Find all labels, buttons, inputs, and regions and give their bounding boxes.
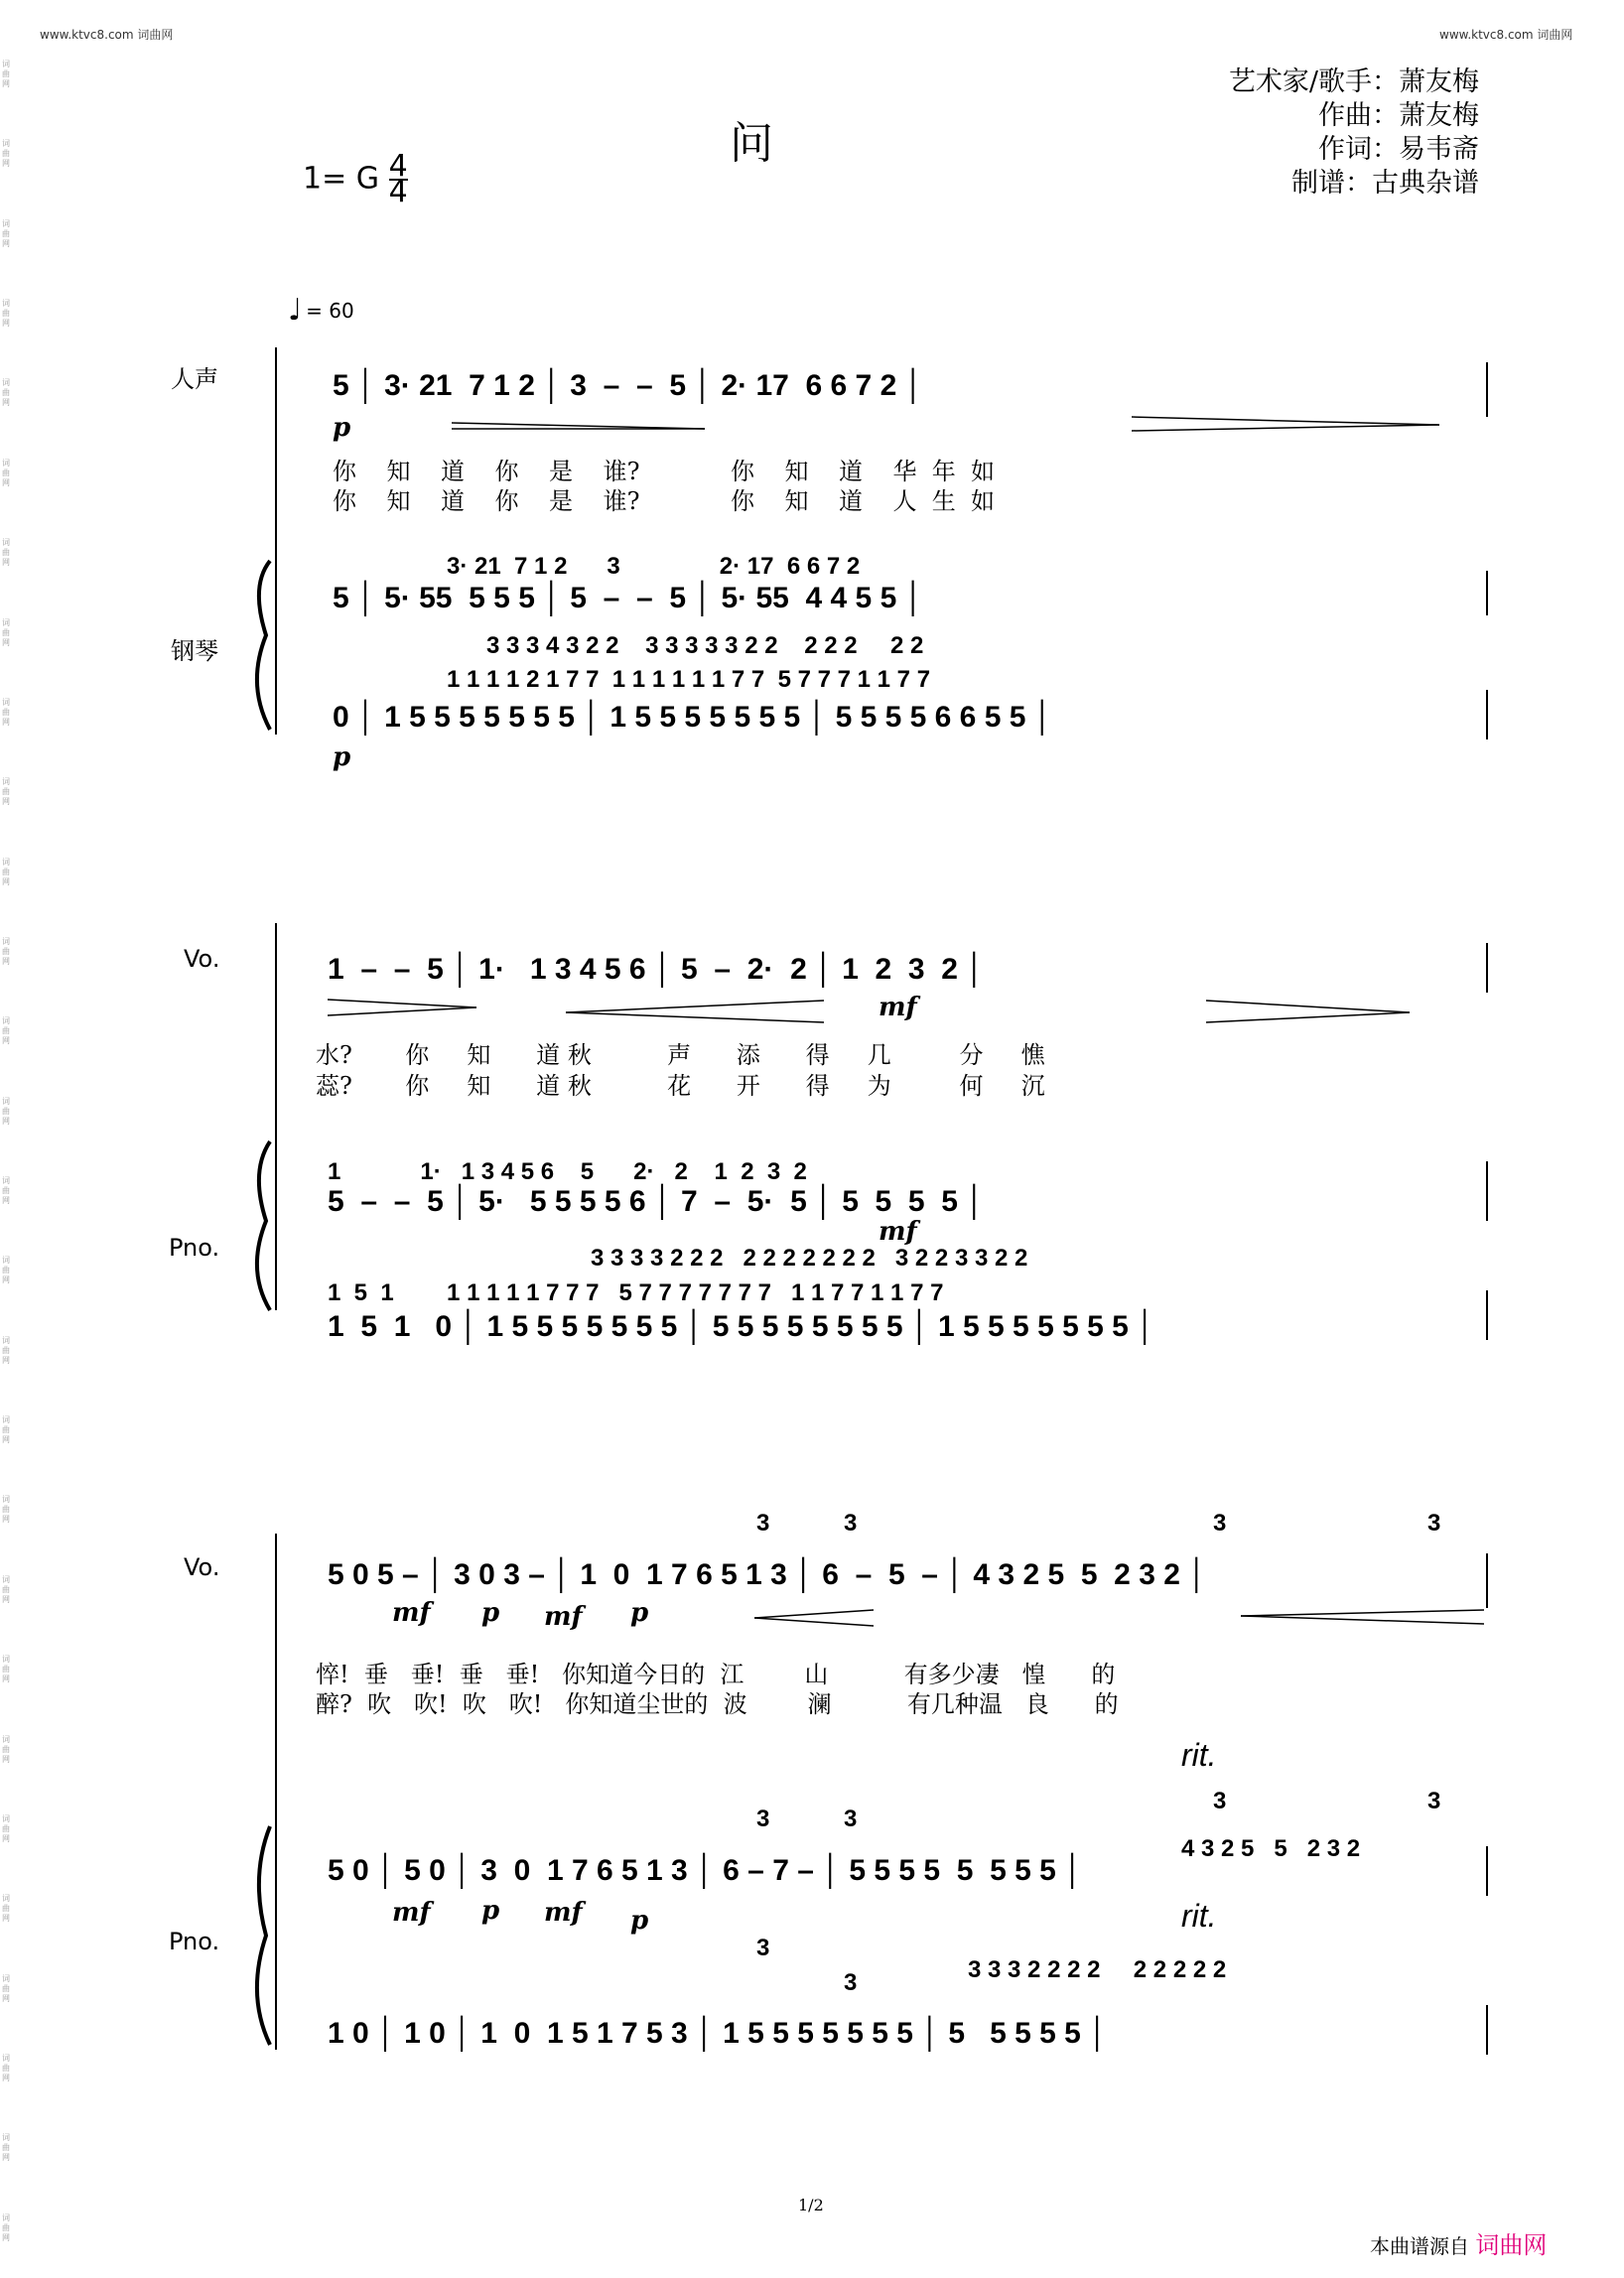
instrument-piano-short: Pno. — [169, 1234, 220, 1262]
quarter-note-icon: ♩ — [288, 293, 303, 328]
system2-lyric-verse1: 水? 你 知 道 秋 声 添 得 几 分 憔 — [316, 1041, 1045, 1069]
system1-piano-right-upper: 3· 21 7 1 2 3 2· 17 6 6 7 2 — [447, 553, 861, 580]
header-url-left: www.ktvc8.com 词曲网 — [40, 28, 174, 42]
triplet-mark: 3 — [756, 1806, 770, 1832]
side-watermark-text: 词曲网 — [2, 936, 10, 966]
triplet-mark: 3 — [844, 1969, 858, 1996]
side-watermark-text: 词曲网 — [2, 1495, 10, 1525]
side-watermark-text: 词曲网 — [2, 2053, 10, 2082]
ritardando-mark: rit. — [1181, 1737, 1217, 1773]
side-watermark-text: 词曲网 — [2, 1734, 10, 1764]
side-watermark-text: 词曲网 — [2, 1813, 10, 1843]
side-watermark-text: 词曲网 — [2, 1415, 10, 1445]
system3-dynamic-p-2: p — [630, 1598, 649, 1628]
side-watermark-text: 词曲网 — [2, 2212, 10, 2242]
triplet-mark: 3 — [1427, 1788, 1441, 1814]
system3-vocal-line: 5 0 5 – │ 3 0 3 – │ 1 0 1 7 6 5 1 3 │ 6 – 5 – │ 4 3 2 5 5 2 3 2 │ — [328, 1558, 1207, 1591]
system1-piano-left-upper: 3 3 3 4 3 2 2 3 3 3 3 3 2 2 2 2 2 2 2 — [486, 632, 924, 659]
side-watermark-text: 词曲网 — [2, 1096, 10, 1126]
system2-piano-right-upper: 1 1· 1 3 4 5 6 5 2· 2 1 2 3 2 — [328, 1158, 807, 1185]
side-watermark-text: 词曲网 — [2, 1335, 10, 1365]
triplet-mark: 3 — [1427, 1510, 1441, 1537]
instrument-voice-label: 人声 — [171, 365, 218, 393]
system2-piano-left-middle: 1 5 1 1 1 1 1 1 7 7 7 5 7 7 7 7 7 7 7 1 1 7 7 1 1 7 7 — [328, 1279, 944, 1306]
time-top: 4 — [388, 149, 408, 184]
triplet-mark: 3 — [1213, 1788, 1227, 1814]
system1-piano-dynamic: p — [333, 742, 351, 772]
system2-piano-dynamic: mf — [879, 1217, 917, 1247]
side-watermark-text: 词曲网 — [2, 1973, 10, 2003]
side-watermark-text: 词曲网 — [2, 538, 10, 568]
side-watermark-text: 词曲网 — [2, 857, 10, 886]
system3-dynamic-p-1: p — [481, 1598, 500, 1628]
song-title: 问 — [730, 118, 773, 169]
triplet-mark: 3 — [844, 1806, 858, 1832]
system3-dynamic-mf-2: mf — [544, 1602, 583, 1632]
system3-dynamic-mf-1: mf — [392, 1598, 431, 1628]
source-brand-link[interactable]: 词曲网 — [1475, 2231, 1548, 2259]
ritardando-mark-piano: rit. — [1181, 1898, 1217, 1934]
tempo-value: = 60 — [306, 299, 354, 323]
system3-piano-left: 1 0 │ 1 0 │ 1 0 1 5 1 7 5 3 │ 1 5 5 5 5 5 5 5 │ 5 5 5 5 5 │ — [328, 2017, 1108, 2050]
side-watermark-text: 词曲网 — [2, 458, 10, 487]
side-watermark-text: 词曲网 — [2, 1016, 10, 1046]
source-credit — [1370, 2225, 1547, 2260]
system3-piano-dynamic-mf-1: mf — [392, 1898, 431, 1928]
side-watermark-text: 词曲网 — [2, 139, 10, 169]
system2-piano-left: 1 5 1 0 │ 1 5 5 5 5 5 5 5 │ 5 5 5 5 5 5 5 5 │ 1 5 5 5 5 5 5 5 │ — [328, 1310, 1155, 1343]
system1-lyric-verse2: 你 知 道 你 是 谁? 你 知 道 人 生 如 — [333, 487, 996, 515]
system2-vocal-dynamic: mf — [879, 993, 917, 1022]
side-watermark-text: 词曲网 — [2, 2133, 10, 2163]
side-watermark-text: 词曲网 — [2, 777, 10, 807]
instrument-voice-short-3: Vo. — [184, 1553, 220, 1581]
triplet-mark: 3 — [756, 1935, 770, 1961]
credit-composer: 作曲：萧友梅 — [1318, 100, 1479, 131]
system1-vocal-dynamic: p — [333, 413, 351, 443]
system3-piano-right-upper: 4 3 2 5 5 2 3 2 — [1181, 1835, 1361, 1862]
system1-piano-left-middle: 1 1 1 1 2 1 7 7 1 1 1 1 1 1 7 7 5 7 7 7 1 1 7 7 — [447, 666, 931, 693]
side-watermark-text: 词曲网 — [2, 1176, 10, 1206]
side-watermark-text: 词曲网 — [2, 60, 10, 88]
system3-piano-dynamic-p-2: p — [630, 1906, 649, 1936]
system3-piano-right: 5 0 │ 5 0 │ 3 0 1 7 6 5 1 3 │ 6 – 7 – │ 5 5 5 5 5 5 5 5 │ — [328, 1854, 1083, 1887]
credit-lyricist: 作词：易韦斋 — [1318, 134, 1479, 165]
system2-lyric-verse2: 蕊? 你 知 道 秋 花 开 得 为 何 沉 — [316, 1072, 1045, 1100]
page-number: 1/2 — [798, 2196, 824, 2214]
triplet-mark: 3 — [844, 1510, 858, 1537]
credit-artist: 艺术家/歌手：萧友梅 — [1228, 67, 1479, 97]
side-watermark-text: 词曲网 — [2, 378, 10, 408]
system3-lyric-verse1: 悴! 垂 垂! 垂 垂! 你知道今日的 江 山 有多少凄 惶 的 — [316, 1661, 1116, 1688]
system2-vocal-line: 1 – – 5 │ 1· 1 3 4 5 6 │ 5 – 2· 2 │ 1 2 3 2 │ — [328, 953, 986, 986]
system2-piano-right: 5 – – 5 │ 5· 5 5 5 5 6 │ 7 – 5· 5 │ 5 5 5 5 │ — [328, 1185, 986, 1218]
instrument-voice-short: Vo. — [184, 945, 220, 973]
side-watermark-text: 词曲网 — [2, 1655, 10, 1684]
header-url-right: www.ktvc8.com 词曲网 — [1439, 28, 1573, 42]
system1-vocal-line: 5 │ 3· 21 7 1 2 │ 3 – – 5 │ 2· 17 6 6 7 2 │ — [333, 369, 924, 402]
time-bottom: 4 — [388, 175, 408, 209]
instrument-piano-label: 钢琴 — [171, 637, 218, 665]
side-watermark-text: 词曲网 — [2, 617, 10, 647]
side-watermark-text: 词曲网 — [2, 299, 10, 329]
system3-piano-left-upper: 3 3 3 2 2 2 2 2 2 2 2 2 — [968, 1956, 1227, 1983]
triplet-mark: 3 — [756, 1510, 770, 1537]
side-watermark-text: 词曲网 — [2, 697, 10, 727]
system1-piano-right: 5 │ 5· 55 5 5 5 │ 5 – – 5 │ 5· 55 4 4 5 5 │ — [333, 582, 924, 614]
system2-piano-left-upper: 3 3 3 3 2 2 2 2 2 2 2 2 2 2 3 2 2 3 3 2 2 — [591, 1245, 1028, 1272]
system1-piano-left: 0 │ 1 5 5 5 5 5 5 5 │ 1 5 5 5 5 5 5 5 │ 5 5 5 5 6 6 5 5 │ — [333, 701, 1053, 734]
system1-lyric-verse1: 你 知 道 你 是 谁? 你 知 道 华 年 如 — [333, 458, 996, 485]
triplet-mark: 3 — [1213, 1510, 1227, 1537]
credit-transcriber: 制谱：古典杂谱 — [1291, 168, 1479, 199]
key-label: 1= G — [303, 161, 380, 197]
side-watermark-text: 词曲网 — [2, 1894, 10, 1924]
system3-piano-dynamic-p-1: p — [481, 1896, 500, 1926]
source-prefix: 本曲谱源自 — [1370, 2234, 1469, 2258]
system3-lyric-verse2: 醉? 吹 吹! 吹 吹! 你知道尘世的 波 澜 有几种温 良 的 — [316, 1690, 1119, 1718]
side-watermark-text: 词曲网 — [2, 218, 10, 248]
side-watermark-text: 词曲网 — [2, 1256, 10, 1285]
system3-piano-dynamic-mf-2: mf — [544, 1898, 583, 1928]
side-watermark-text: 词曲网 — [2, 1574, 10, 1604]
instrument-piano-short-3: Pno. — [169, 1928, 220, 1955]
